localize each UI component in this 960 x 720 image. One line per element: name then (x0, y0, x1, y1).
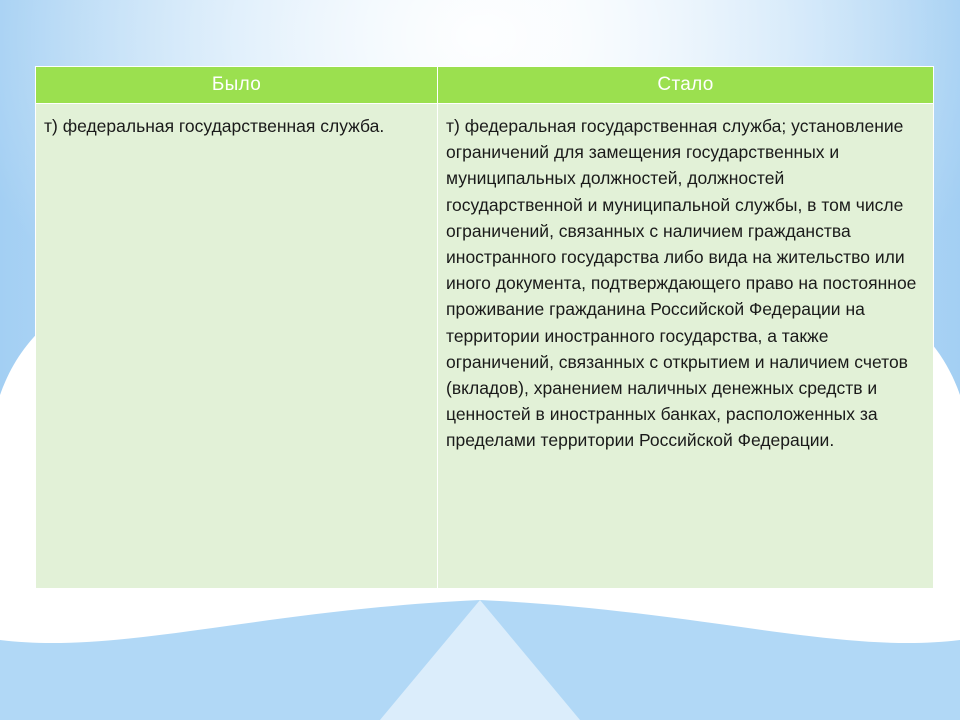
table-header-row (36, 67, 934, 104)
column-header-before: Было (36, 67, 438, 104)
cell-after-text: т) федеральная государственная служба; установление ограничений для замещения государственных и муниципальных должностей, должностей государственной и муниципальной службы, в том числе ограничений, связанных с наличием гражданства иностранного государства либо вида на жительство или иного документа, подтверждающего право на постоянное проживание гражданина Российской Федерации на территории иностранного государства, а также ограничений, связанных с открытием и наличием счетов (вкладов), хранением наличных денежных средств и ценностей в иностранных банках, расположенных за пределами территории Российской Федерации. (438, 104, 934, 589)
comparison-table-container (35, 66, 933, 589)
table-row (36, 104, 934, 589)
cell-before-text: т) федеральная государственная служба. (36, 104, 438, 589)
comparison-table (35, 66, 934, 589)
column-header-after: Стало (438, 67, 934, 104)
